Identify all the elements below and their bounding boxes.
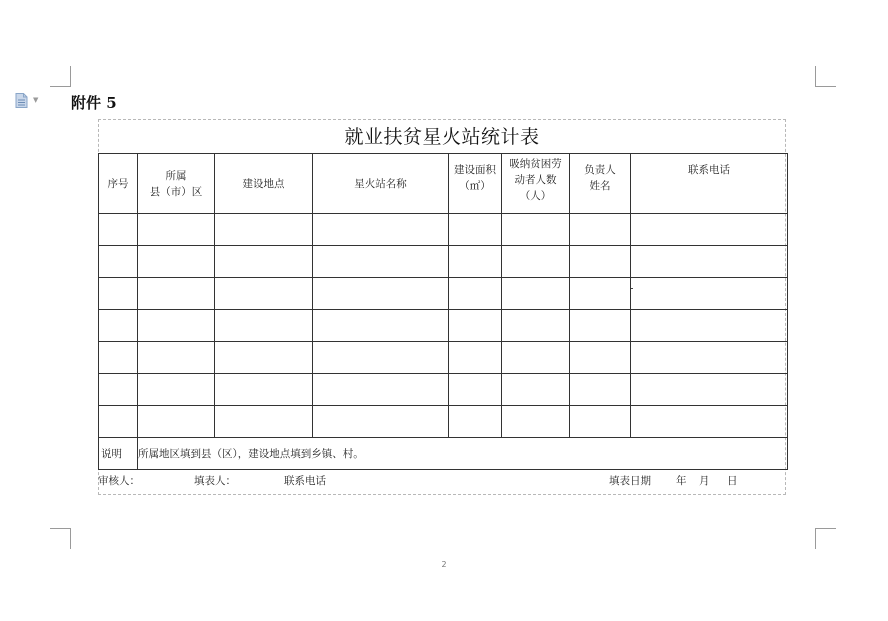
table-cell[interactable] <box>313 214 449 246</box>
crop-mark-top-right <box>815 66 836 87</box>
table-cell[interactable] <box>313 310 449 342</box>
table-cell[interactable] <box>99 406 138 438</box>
table-cell[interactable] <box>502 374 570 406</box>
page-title: 就业扶贫星火站统计表 <box>344 126 540 148</box>
header-station-name: 星火站名称 <box>313 154 449 214</box>
table-cell[interactable] <box>138 246 215 278</box>
table-cell[interactable] <box>215 406 313 438</box>
table-cell[interactable] <box>215 310 313 342</box>
table-cell[interactable] <box>631 310 788 342</box>
note-label: 说明 <box>99 438 138 470</box>
table-cell[interactable] <box>313 342 449 374</box>
table-row <box>99 342 788 374</box>
attachment-label: 附件 5 <box>71 94 117 112</box>
header-phone: 联系电话 <box>631 154 788 214</box>
table-cell[interactable] <box>138 374 215 406</box>
table-cell[interactable] <box>138 310 215 342</box>
table-cell[interactable] <box>631 278 788 310</box>
table-cell[interactable] <box>502 214 570 246</box>
header-employed-count: 吸纳贫困劳 动者人数 （人） <box>502 154 570 214</box>
table-cell[interactable] <box>631 342 788 374</box>
table-cell[interactable] <box>138 406 215 438</box>
table-cell[interactable] <box>570 374 631 406</box>
footer-filler: 填表人： <box>194 475 236 487</box>
table-cell[interactable] <box>449 278 502 310</box>
header-serial: 序号 <box>99 154 138 214</box>
document-icon[interactable] <box>15 93 28 108</box>
crop-mark-bottom-left <box>50 528 71 549</box>
page-number: 2 <box>441 560 447 569</box>
table-cell[interactable] <box>449 406 502 438</box>
footer-phone: 联系电话 <box>284 475 326 487</box>
crop-mark-bottom-right <box>815 528 836 549</box>
header-person-in-charge: 负责人 姓名 <box>570 154 631 214</box>
table-cell[interactable] <box>502 406 570 438</box>
table-cell[interactable] <box>449 246 502 278</box>
table-cell[interactable] <box>215 246 313 278</box>
table-row <box>99 406 788 438</box>
table-cell[interactable] <box>631 214 788 246</box>
footer-reviewer: 审核人： <box>98 475 140 487</box>
table-cell[interactable] <box>570 278 631 310</box>
table-cell[interactable] <box>313 406 449 438</box>
footer-month: 月 <box>699 475 710 487</box>
table-cell[interactable] <box>99 342 138 374</box>
table-cell[interactable] <box>502 310 570 342</box>
table-cell[interactable] <box>502 342 570 374</box>
statistics-table <box>98 153 788 470</box>
table-cell[interactable] <box>215 342 313 374</box>
table-cell[interactable] <box>99 310 138 342</box>
table-cell[interactable] <box>631 374 788 406</box>
table-cell[interactable] <box>570 406 631 438</box>
header-county: 所属 县（市）区 <box>138 154 215 214</box>
table-cell[interactable] <box>449 214 502 246</box>
table-cell[interactable] <box>631 246 788 278</box>
table-row <box>99 246 788 278</box>
table-cell[interactable] <box>99 214 138 246</box>
header-area: 建设面积 （㎡） <box>449 154 502 214</box>
table-row <box>99 214 788 246</box>
footer-year: 年 <box>676 475 687 487</box>
table-row <box>99 310 788 342</box>
table-cell[interactable] <box>99 246 138 278</box>
table-row <box>99 374 788 406</box>
table-cell[interactable] <box>570 246 631 278</box>
footer-day: 日 <box>727 475 738 487</box>
table-row <box>99 278 788 310</box>
table-cell[interactable] <box>215 278 313 310</box>
table-cell[interactable] <box>502 246 570 278</box>
note-text: 所属地区填到县（区），建设地点填到乡镇、村。 <box>138 438 788 470</box>
table-cell[interactable] <box>449 310 502 342</box>
footer-fill-date: 填表日期 <box>609 475 651 487</box>
table-cell[interactable] <box>99 278 138 310</box>
table-cell[interactable] <box>99 374 138 406</box>
table-header-row <box>99 154 788 214</box>
table-cell[interactable] <box>570 342 631 374</box>
table-cell[interactable] <box>138 278 215 310</box>
table-cell[interactable] <box>138 342 215 374</box>
table-cell[interactable] <box>449 342 502 374</box>
header-location: 建设地点 <box>215 154 313 214</box>
table-cell[interactable] <box>215 214 313 246</box>
note-row <box>99 438 788 470</box>
table-cell[interactable] <box>313 374 449 406</box>
table-cell[interactable] <box>449 374 502 406</box>
table-cell[interactable] <box>570 310 631 342</box>
table-cell[interactable] <box>215 374 313 406</box>
table-cell[interactable] <box>502 278 570 310</box>
crop-mark-top-left <box>50 66 71 87</box>
table-cell[interactable] <box>313 246 449 278</box>
chevron-down-icon[interactable]: ▼ <box>33 96 39 104</box>
table-cell[interactable] <box>570 214 631 246</box>
cursor-mark <box>631 288 633 289</box>
table-cell[interactable] <box>631 406 788 438</box>
table-cell[interactable] <box>313 278 449 310</box>
table-cell[interactable] <box>138 214 215 246</box>
